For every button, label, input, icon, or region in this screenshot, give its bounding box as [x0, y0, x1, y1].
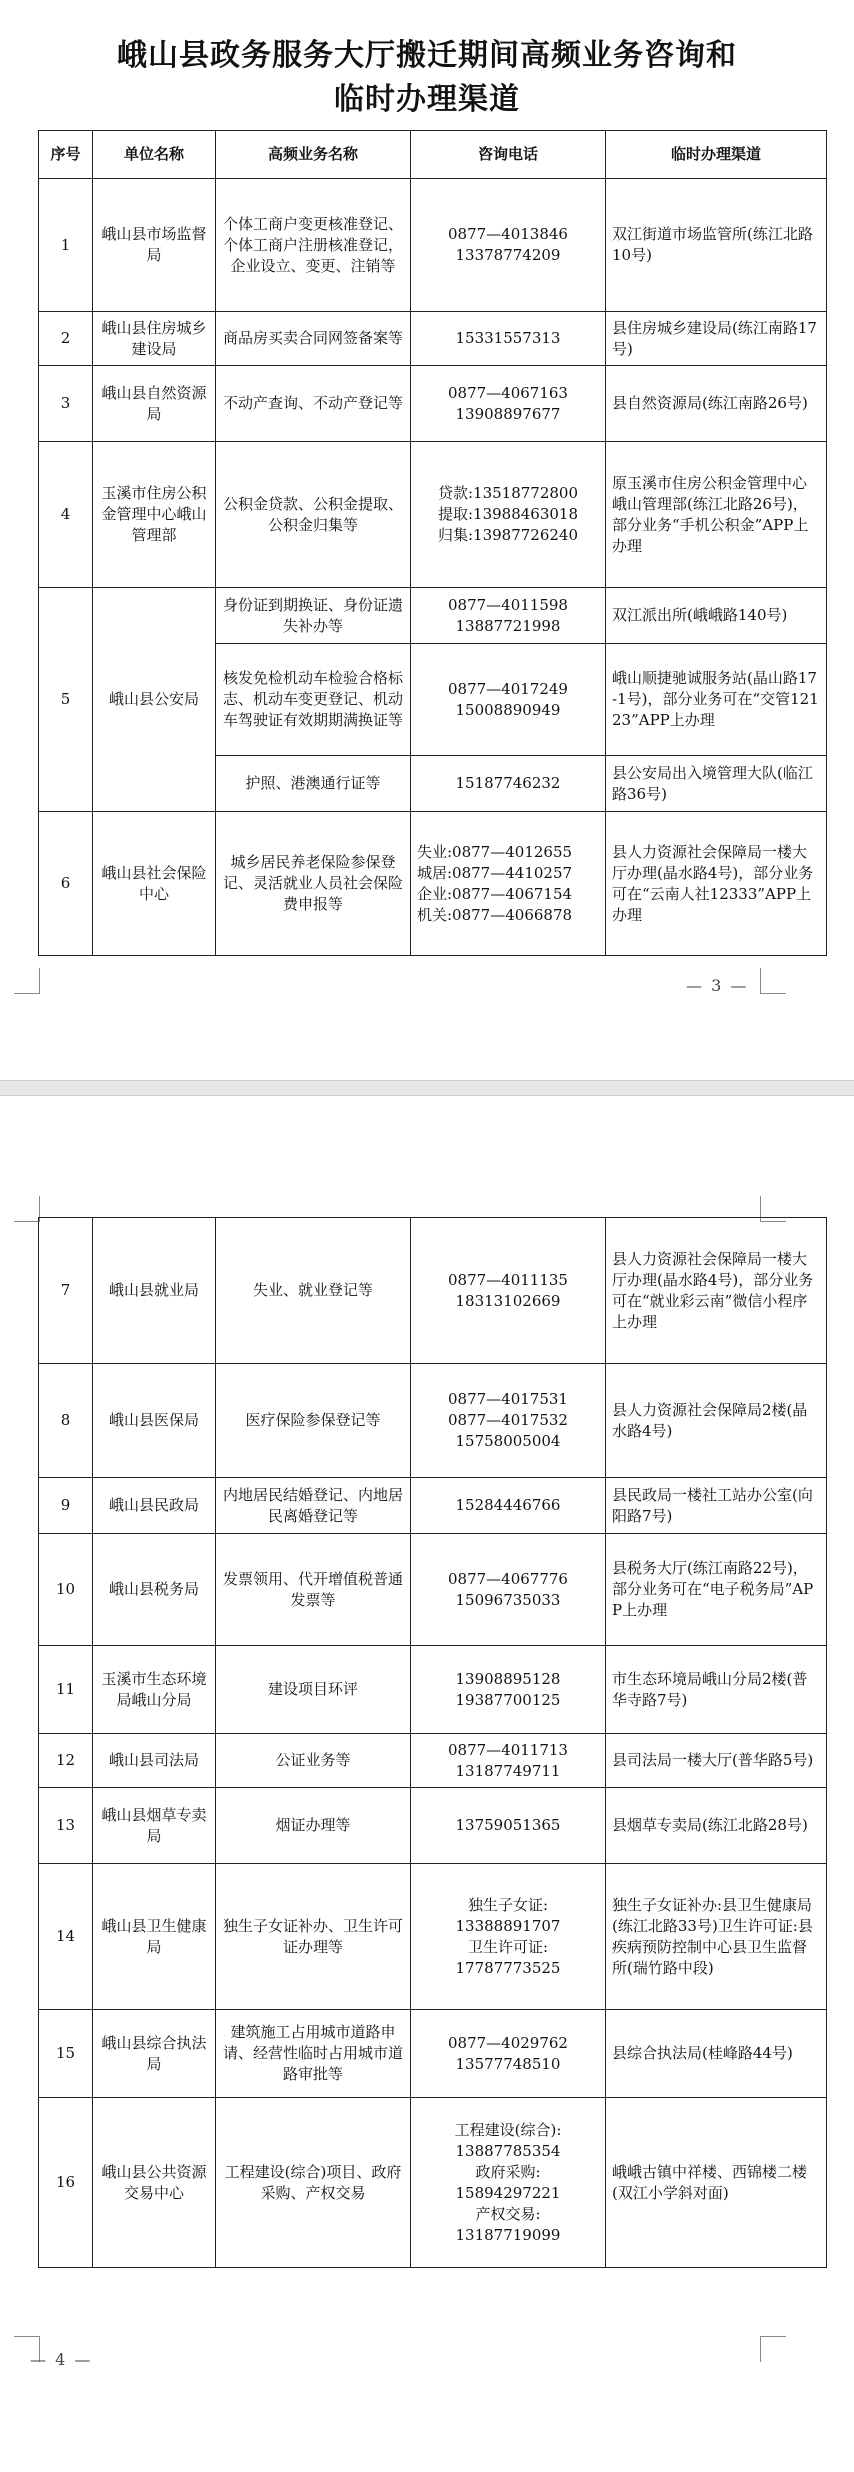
phone-line: 13187719099: [455, 2225, 561, 2244]
row-unit: 玉溪市住房公积金管理中心峨山管理部: [93, 442, 216, 588]
table-row: [39, 442, 827, 588]
phone-line: 13759051365: [455, 1816, 561, 1834]
table-row: [39, 1646, 827, 1734]
row-channel: 独生子女证补办:县卫生健康局(练江北路33号)卫生许可证:县疾病预防控制中心县卫生监督所(瑞竹路中段): [606, 1864, 827, 2010]
row-channel: 县烟草专卖局(练江北路28号): [606, 1788, 827, 1864]
row-channel: 县人力资源社会保障局2楼(晶水路4号): [606, 1364, 827, 1478]
phone-line: 企业:0877—4067154: [417, 884, 573, 903]
phone-line: 13187749711: [455, 1761, 561, 1780]
row-no: 1: [39, 179, 93, 312]
phone-line: 15894297221: [455, 2183, 561, 2202]
crop-mark: [760, 2336, 786, 2362]
row-no: 9: [39, 1478, 93, 1534]
header-business: 高频业务名称: [216, 131, 411, 179]
row-no: 5: [39, 588, 93, 812]
row-phone: [411, 1646, 606, 1734]
phone-line: 归集:13987726240: [437, 526, 579, 544]
row-business: 个体工商户变更核准登记、个体工商户注册核准登记，企业设立、变更、注销等: [216, 179, 411, 312]
phone-line: 0877—4011713: [448, 1740, 568, 1759]
row-unit: 峨山县民政局: [93, 1478, 216, 1534]
phone-line: 13577748510: [455, 2054, 561, 2073]
row-business: 工程建设(综合)项目、政府采购、产权交易: [216, 2098, 411, 2268]
row-business: 身份证到期换证、身份证遗失补办等: [216, 588, 411, 644]
table-row: [39, 588, 827, 644]
channels-table-part-2: [38, 1217, 827, 2268]
row-no: 3: [39, 366, 93, 442]
document-title-line-2: 临时办理渠道: [334, 82, 520, 117]
row-no: 2: [39, 312, 93, 366]
header-channel: 临时办理渠道: [606, 131, 827, 179]
phone-line: 0877—4011598: [448, 595, 568, 614]
table-row: [39, 312, 827, 366]
phone-line: 15008890949: [455, 700, 561, 719]
row-business: 护照、港澳通行证等: [216, 756, 411, 812]
row-phone: [411, 1788, 606, 1864]
phone-line: 0877—4017532: [448, 1411, 568, 1429]
table-row: [39, 1788, 827, 1864]
row-no: 10: [39, 1534, 93, 1646]
row-channel: 双江街道市场监管所(练江北路10号): [606, 179, 827, 312]
row-channel: 县住房城乡建设局(练江南路17号): [606, 312, 827, 366]
table-row: [39, 1864, 827, 2010]
phone-line: 13378774209: [455, 246, 561, 264]
row-phone: [411, 2010, 606, 2098]
row-business: 失业、就业登记等: [216, 1218, 411, 1364]
row-channel: 原玉溪市住房公积金管理中心峨山管理部(练江北路26号)，部分业务“手机公积金”APP上办理: [606, 442, 827, 588]
row-phone: [411, 644, 606, 756]
row-no: 16: [39, 2098, 93, 2268]
row-no: 14: [39, 1864, 93, 2010]
row-business: 核发免检机动车检验合格标志、机动车变更登记、机动车驾驶证有效期期满换证等: [216, 644, 411, 756]
document-title-line-1: 峨山县政务服务大厅搬迁期间高频业务咨询和: [117, 38, 737, 73]
row-business: 独生子女证补办、卫生许可证办理等: [216, 1864, 411, 2010]
row-phone: [411, 1364, 606, 1478]
row-business: 商品房买卖合同网签备案等: [216, 312, 411, 366]
row-phone: [411, 312, 606, 366]
row-business: 内地居民结婚登记、内地居民离婚登记等: [216, 1478, 411, 1534]
phone-line: 15284446766: [455, 1496, 561, 1514]
row-no: 13: [39, 1788, 93, 1864]
phone-line: 17787773525: [455, 1958, 561, 1977]
phone-line: 18313102669: [455, 1291, 561, 1310]
phone-line: 19387700125: [455, 1690, 561, 1709]
row-channel: 县人力资源社会保障局一楼大厅办理(晶水路4号)，部分业务可在“就业彩云南”微信小程序上办理: [606, 1218, 827, 1364]
page-separator: [0, 1080, 854, 1096]
crop-mark: [14, 968, 40, 994]
row-channel: 市生态环境局峨山分局2楼(普华寺路7号): [606, 1646, 827, 1734]
row-unit: 峨山县社会保险中心: [93, 812, 216, 956]
row-business: 建设项目环评: [216, 1646, 411, 1734]
table-row: [39, 179, 827, 312]
row-unit: 峨山县就业局: [93, 1218, 216, 1364]
phone-line: 13887785354: [455, 2141, 561, 2160]
phone-line: 0877—4029762: [448, 2033, 568, 2052]
row-phone: [411, 179, 606, 312]
phone-line: 13908895128: [455, 1669, 561, 1688]
header-no: 序号: [39, 131, 93, 179]
row-unit: 峨山县卫生健康局: [93, 1864, 216, 2010]
phone-line: 13887721998: [455, 616, 561, 635]
phone-line: 0877—4013846: [448, 225, 568, 243]
phone-line: 15758005004: [455, 1432, 561, 1450]
phone-line: 15187746232: [455, 774, 561, 792]
row-no: 7: [39, 1218, 93, 1364]
row-channel: 县公安局出入境管理大队(临江路36号): [606, 756, 827, 812]
phone-line: 失业:0877—4012655: [417, 842, 573, 861]
row-channel: 县人力资源社会保障局一楼大厅办理(晶水路4号)，部分业务可在“云南人社12333”APP上办理: [606, 812, 827, 956]
row-business: 医疗保险参保登记等: [216, 1364, 411, 1478]
row-phone: [411, 1218, 606, 1364]
header-unit: 单位名称: [93, 131, 216, 179]
phone-line: 城居:0877—4410257: [417, 863, 573, 882]
row-phone: [411, 812, 606, 956]
table-row: [39, 366, 827, 442]
page-number-3: — 3 —: [686, 976, 749, 995]
row-unit: 峨山县市场监督局: [93, 179, 216, 312]
row-unit: 峨山县税务局: [93, 1534, 216, 1646]
row-no: 12: [39, 1734, 93, 1788]
phone-line: 0877—4067776: [448, 1569, 568, 1588]
row-phone: [411, 1478, 606, 1534]
row-channel: 县综合执法局(桂峰路44号): [606, 2010, 827, 2098]
row-phone: [411, 366, 606, 442]
table-row: [39, 1534, 827, 1646]
phone-line: 0877—4067163: [448, 383, 568, 402]
phone-line: 工程建设(综合):: [454, 2120, 562, 2139]
row-no: 4: [39, 442, 93, 588]
row-business: 公积金贷款、公积金提取、公积金归集等: [216, 442, 411, 588]
phone-line: 政府采购:: [475, 2162, 541, 2181]
phone-line: 贷款:13518772800: [437, 484, 579, 502]
table-row: [39, 2010, 827, 2098]
row-channel: 峨山顺捷驰诚服务站(晶山路17-1号)，部分业务可在“交管12123”APP上办理: [606, 644, 827, 756]
row-unit: 峨山县司法局: [93, 1734, 216, 1788]
row-channel: 峨峨古镇中祥楼、西锦楼二楼(双江小学斜对面): [606, 2098, 827, 2268]
phone-line: 独生子女证:: [467, 1895, 549, 1914]
row-business: 城乡居民养老保险参保登记、灵活就业人员社会保险费申报等: [216, 812, 411, 956]
row-no: 6: [39, 812, 93, 956]
row-phone: [411, 756, 606, 812]
phone-line: 15096735033: [455, 1590, 561, 1609]
header-phone: 咨询电话: [411, 131, 606, 179]
row-phone: [411, 442, 606, 588]
row-phone: [411, 1734, 606, 1788]
phone-line: 产权交易:: [475, 2204, 541, 2223]
page-number-4: — 4 —: [30, 2350, 93, 2369]
row-unit: 峨山县住房城乡建设局: [93, 312, 216, 366]
row-no: 11: [39, 1646, 93, 1734]
phone-line: 提取:13988463018: [437, 505, 579, 523]
row-business: 发票领用、代开增值税普通发票等: [216, 1534, 411, 1646]
phone-line: 0877—4011135: [448, 1270, 568, 1289]
row-unit: 峨山县医保局: [93, 1364, 216, 1478]
phone-line: 0877—4017249: [448, 679, 568, 698]
phone-line: 13908897677: [455, 404, 561, 423]
row-business: 烟证办理等: [216, 1788, 411, 1864]
row-channel: 县自然资源局(练江南路26号): [606, 366, 827, 442]
table-row: [39, 812, 827, 956]
phone-line: 13388891707: [455, 1916, 561, 1935]
crop-mark: [760, 968, 786, 994]
row-channel: 县税务大厅(练江南路22号)，部分业务可在“电子税务局”APP上办理: [606, 1534, 827, 1646]
row-unit: 玉溪市生态环境局峨山分局: [93, 1646, 216, 1734]
row-unit: 峨山县自然资源局: [93, 366, 216, 442]
phone-line: 卫生许可证:: [467, 1937, 549, 1956]
table-row: [39, 1734, 827, 1788]
row-business: 公证业务等: [216, 1734, 411, 1788]
row-phone: [411, 2098, 606, 2268]
table-row: [39, 1478, 827, 1534]
document-page-3: [0, 0, 854, 1080]
row-no: 8: [39, 1364, 93, 1478]
table-row: [39, 1218, 827, 1364]
table-header-row: [39, 131, 827, 179]
channels-table-part-1: [38, 130, 827, 956]
row-channel: 双江派出所(峨峨路140号): [606, 588, 827, 644]
table-row: [39, 1364, 827, 1478]
phone-line: 0877—4017531: [448, 1390, 568, 1408]
row-unit: 峨山县公共资源交易中心: [93, 2098, 216, 2268]
row-phone: [411, 1534, 606, 1646]
row-business: 不动产查询、不动产登记等: [216, 366, 411, 442]
row-business: 建筑施工占用城市道路申请、经营性临时占用城市道路审批等: [216, 2010, 411, 2098]
row-channel: 县司法局一楼大厅(普华路5号): [606, 1734, 827, 1788]
row-unit: 峨山县公安局: [93, 588, 216, 812]
phone-line: 机关:0877—4066878: [417, 905, 573, 924]
row-no: 15: [39, 2010, 93, 2098]
crop-mark: [14, 1196, 40, 1222]
row-unit: 峨山县烟草专卖局: [93, 1788, 216, 1864]
row-channel: 县民政局一楼社工站办公室(向阳路7号): [606, 1478, 827, 1534]
row-phone: [411, 588, 606, 644]
phone-line: 15331557313: [455, 329, 561, 347]
table-row: [39, 2098, 827, 2268]
row-unit: 峨山县综合执法局: [93, 2010, 216, 2098]
row-phone: [411, 1864, 606, 2010]
